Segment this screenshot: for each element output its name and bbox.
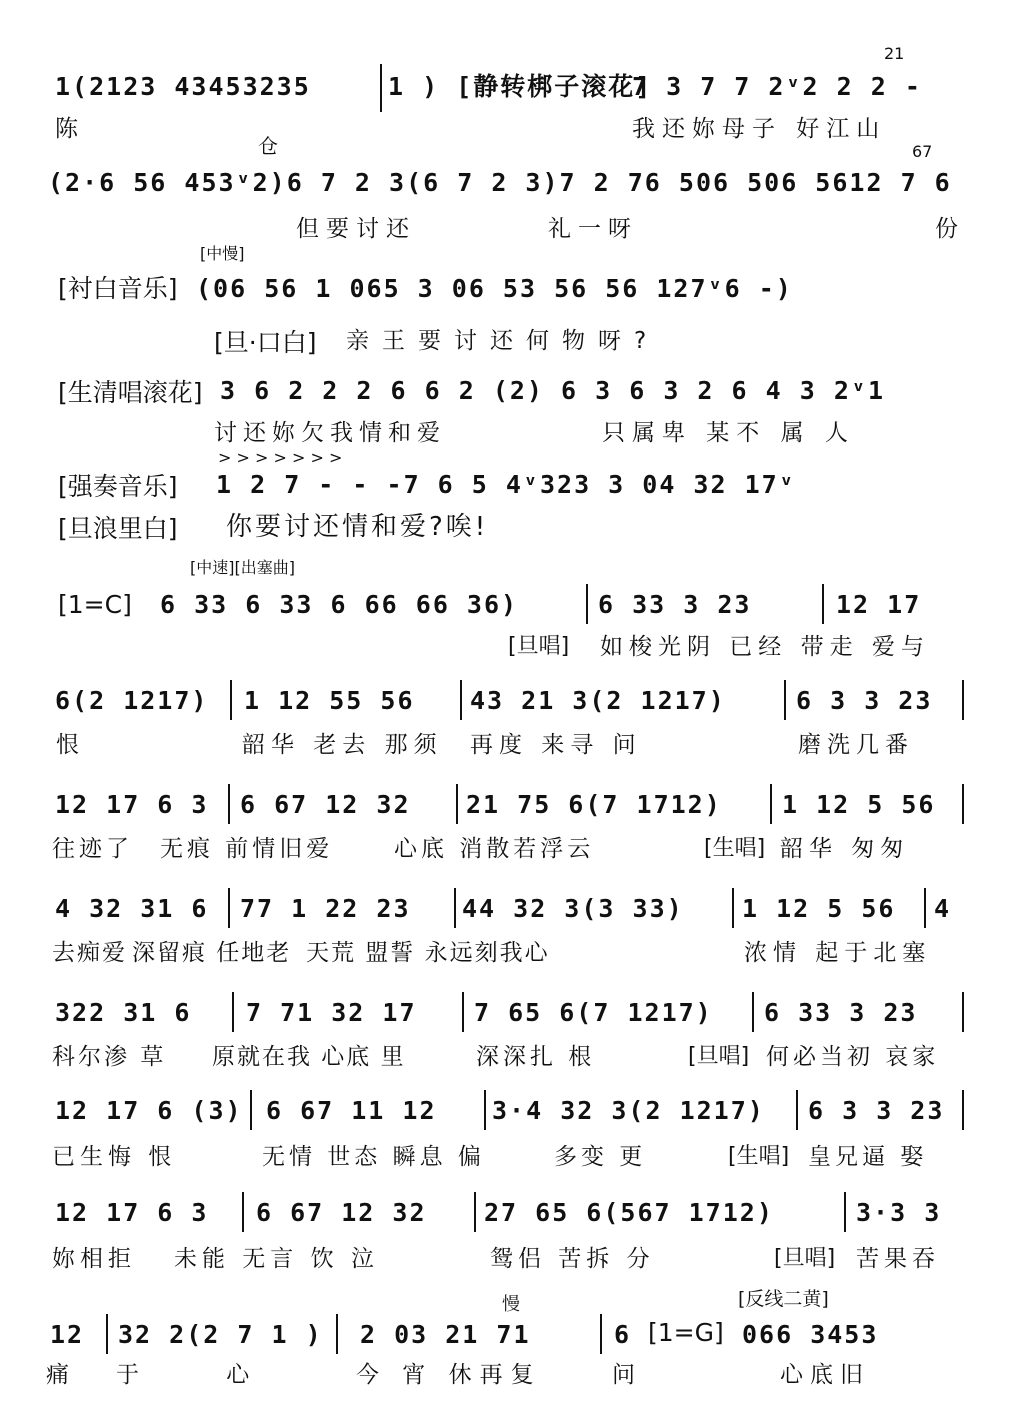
- note-group: 6 67 12 32: [240, 790, 411, 819]
- grace-note: 21: [884, 44, 905, 63]
- spoken-line: 你要讨还情和爱?唉!: [226, 512, 489, 542]
- note-group: 12 17 6 3: [55, 1198, 209, 1227]
- lyric: 今 宵 休再复: [356, 1362, 542, 1388]
- spoken-line: 亲王要讨还何物呀?: [346, 328, 660, 354]
- lyric: 天荒 盟誓 永远刻我心: [306, 940, 550, 966]
- barline: [962, 784, 964, 824]
- barline: [600, 1314, 602, 1354]
- barline: [460, 680, 462, 720]
- lyric: 痛: [46, 1362, 76, 1388]
- note-group: 7 3 7 7 2ᵛ2 2 2 -: [632, 72, 922, 101]
- note-group: 2 03 21 71: [360, 1320, 531, 1349]
- note-group: 322 31 6: [55, 998, 192, 1027]
- barline: [250, 1090, 252, 1130]
- section-label: [强奏音乐]: [58, 472, 178, 501]
- barline: [770, 784, 772, 824]
- barline: [732, 888, 734, 928]
- lyric: 何必当初 哀家: [766, 1044, 940, 1070]
- note-group: 4: [934, 894, 952, 923]
- tempo-marking: [中速][出塞曲]: [190, 558, 295, 577]
- note-group: 44 32 3(3 33): [462, 894, 684, 923]
- lyric: 份: [935, 216, 965, 242]
- speaker-label: [旦·口白]: [214, 328, 317, 357]
- note-group: 6 3 3 23: [796, 686, 933, 715]
- lyric: 陈: [55, 116, 85, 142]
- lyric: 礼一呀: [548, 216, 638, 242]
- barline: [474, 1192, 476, 1232]
- lyric: 深深扎 根: [476, 1044, 596, 1070]
- barline: [456, 784, 458, 824]
- key-signature: [1=G]: [648, 1318, 724, 1347]
- barline: [232, 992, 234, 1032]
- section-label: [旦浪里白]: [58, 514, 178, 543]
- speaker-label: [旦唱]: [688, 1044, 750, 1069]
- key-signature: [1=C]: [58, 590, 132, 619]
- note-group: 3·3 3: [856, 1198, 942, 1227]
- note-group: 6(2 1217): [55, 686, 209, 715]
- tempo-marking: [中慢]: [200, 244, 245, 263]
- barline: [242, 1192, 244, 1232]
- lyric: 无痕 前情旧爱: [160, 836, 334, 862]
- note-group: 1 12 5 56: [782, 790, 936, 819]
- lyric: 恨: [56, 732, 86, 758]
- accent-marks: > > > > > > >: [218, 448, 343, 467]
- lyric: 已生悔 恨: [52, 1144, 177, 1170]
- barline: [228, 784, 230, 824]
- barline: [454, 888, 456, 928]
- note-group: 1 2 7 - - -7 6 5 4ᵛ323 3 04 32 17ᵛ: [216, 470, 796, 499]
- note-group: 066 3453: [742, 1320, 879, 1349]
- note-group: 3 6 2 2 2 6 6 2 (2) 6 3 6 3 2 6 4 3 2ᵛ1: [220, 376, 885, 405]
- barline: [962, 1090, 964, 1130]
- note-group: 6 33 3 23: [764, 998, 918, 1027]
- lyric: 苦果吞: [856, 1246, 940, 1272]
- lyric: 再度 来寻 问: [470, 732, 642, 758]
- note-group: 77 1 22 23: [240, 894, 411, 923]
- barline: [962, 992, 964, 1032]
- barline: [380, 64, 382, 112]
- note-group: 7 65 6(7 1217): [474, 998, 713, 1027]
- note-group: 1(2123 43453235: [55, 72, 311, 101]
- note-group: 12 17 6 (3): [55, 1096, 243, 1125]
- lyric: 妳相拒: [52, 1246, 136, 1272]
- speaker-label: [生唱]: [704, 836, 766, 861]
- lyric: 原就在我 心底 里: [212, 1044, 406, 1070]
- lyric: 深留痕 任地老: [132, 940, 292, 966]
- barline: [106, 1314, 108, 1354]
- note-group: (2·6 56 453ᵛ2)6 7 2 3(6 7 2 3)7 2 76 506 506 5612 7 6: [48, 168, 952, 197]
- note-group: 4 32 31 6: [55, 894, 209, 923]
- note-group: 3·4 32 3(2 1217): [492, 1096, 765, 1125]
- note-group: 1 12 5 56: [742, 894, 896, 923]
- barline: [336, 1314, 338, 1354]
- speaker-label: [旦唱]: [508, 634, 570, 659]
- note-group: 6 67 11 12: [266, 1096, 437, 1125]
- note-group: 6 33 3 23: [598, 590, 752, 619]
- note-group: 32 2(2 7 1 ): [118, 1320, 323, 1349]
- note-group: 6: [614, 1320, 632, 1349]
- section-label: [生清唱滚花]: [58, 378, 203, 407]
- note-group: 43 21 3(2 1217): [470, 686, 726, 715]
- note-group: 6 33 6 33 6 66 66 36): [160, 590, 519, 619]
- note-group: 7 71 32 17: [246, 998, 417, 1027]
- lyric: 心底 消散若浮云: [394, 836, 595, 862]
- note-group: 12 17: [836, 590, 922, 619]
- barline: [586, 584, 588, 624]
- barline: [784, 680, 786, 720]
- lyric: 鸳侣 苦拆 分: [490, 1246, 655, 1272]
- lyric: 无情 世态 瞬息 偏: [262, 1144, 485, 1170]
- note-group: 1 12 55 56: [244, 686, 415, 715]
- speaker-label: [旦唱]: [774, 1246, 836, 1271]
- note-group: (06 56 1 065 3 06 53 56 56 127ᵛ6 -): [196, 274, 793, 303]
- lyric: 皇兄逼 娶: [808, 1144, 928, 1170]
- lyric: 心底旧: [780, 1362, 870, 1388]
- grace-note: 67: [912, 142, 933, 161]
- note-group: 12 17 6 3: [55, 790, 209, 819]
- lyric: 浓情 起于北塞: [744, 940, 932, 966]
- note-group: 21 75 6(7 1712): [466, 790, 722, 819]
- section-label: [反线二黄]: [738, 1288, 829, 1310]
- lyric: 问: [612, 1362, 642, 1388]
- lyric: 只属卑 某不 属 人: [602, 420, 855, 446]
- percussion-mark: 仓: [258, 134, 278, 158]
- barline: [228, 888, 230, 928]
- barline: [844, 1192, 846, 1232]
- lyric: 未能 无言 饮 泣: [174, 1246, 379, 1272]
- tempo-marking: 慢: [502, 1294, 520, 1315]
- barline: [230, 680, 232, 720]
- lyric: 但要讨还: [296, 216, 416, 242]
- barline: [924, 888, 926, 928]
- note-group: 6 67 12 32: [256, 1198, 427, 1227]
- lyric: 于 心: [116, 1362, 290, 1388]
- lyric: 多变 更: [554, 1144, 647, 1170]
- lyric: 科尔渗 草: [52, 1044, 167, 1070]
- lyric: 韶华 老去 那须: [242, 732, 443, 758]
- section-label: [衬白音乐]: [58, 274, 178, 303]
- barline: [962, 680, 964, 720]
- barline: [822, 584, 824, 624]
- lyric: 讨还妳欠我情和爱: [214, 420, 446, 446]
- note-group: 1 ) [静转梆子滚花]: [388, 72, 653, 101]
- lyric: 往迹了: [52, 836, 133, 862]
- barline: [484, 1090, 486, 1130]
- note-group: 12: [50, 1320, 85, 1349]
- lyric: 去痴爱: [52, 940, 127, 966]
- lyric: 我还妳母子 好江山: [632, 116, 887, 142]
- lyric: 磨洗几番: [798, 732, 914, 758]
- barline: [796, 1090, 798, 1130]
- speaker-label: [生唱]: [728, 1144, 790, 1169]
- lyric: 如梭光阴 已经 带走 爱与: [600, 634, 930, 660]
- note-group: 27 65 6(567 1712): [484, 1198, 774, 1227]
- barline: [462, 992, 464, 1032]
- barline: [752, 992, 754, 1032]
- note-group: 6 3 3 23: [808, 1096, 945, 1125]
- lyric: 韶华 匆匆: [780, 836, 910, 862]
